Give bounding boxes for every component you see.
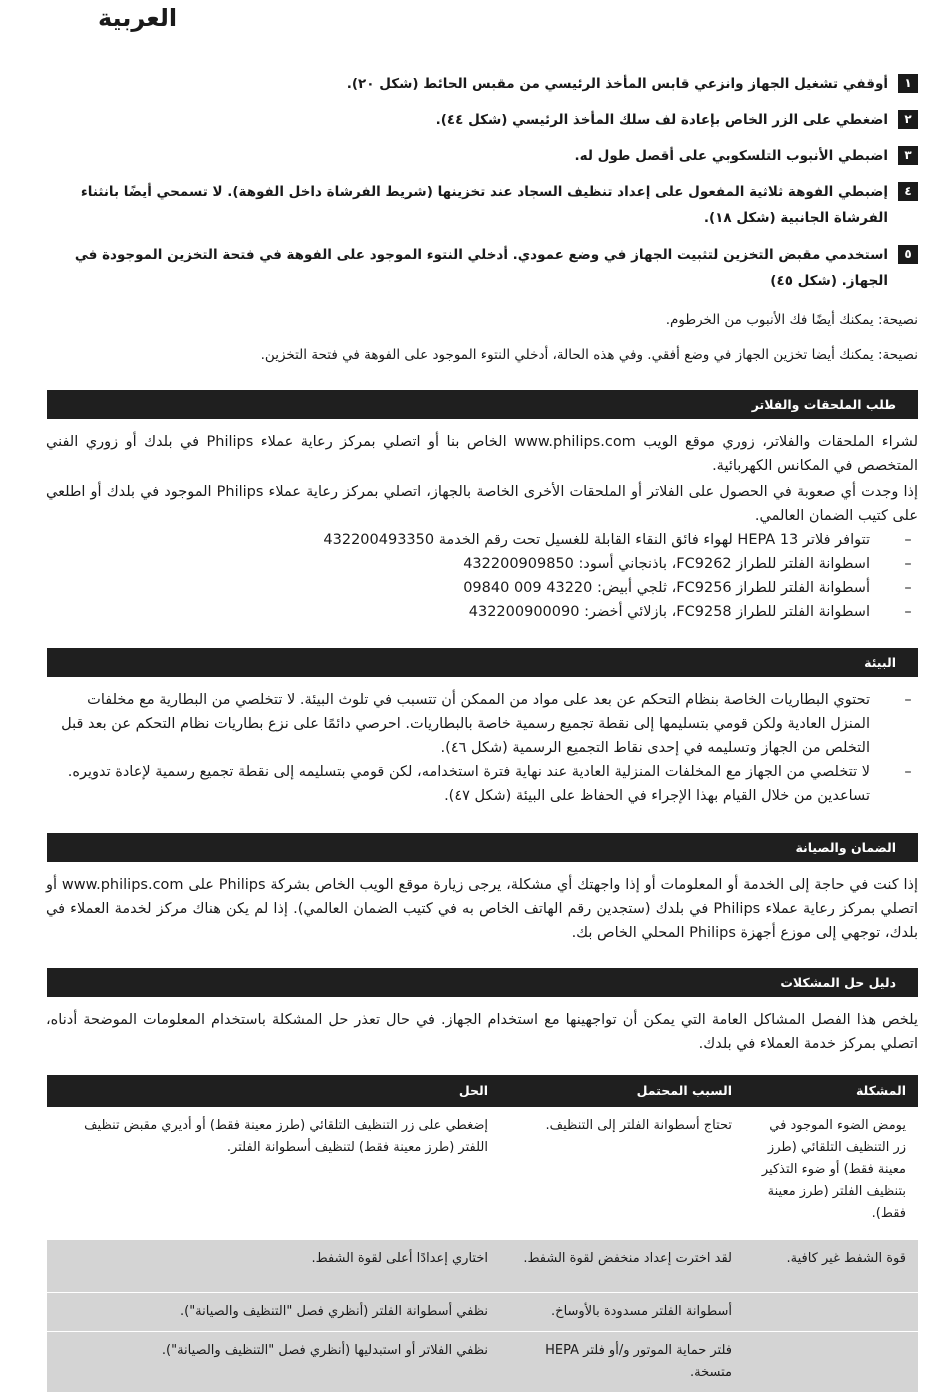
cell-solution: نظفي الفلاتر أو استبدليها (أنظري فصل "التنظيف والصيانة").	[47, 1331, 500, 1392]
step-3	[38, 143, 918, 169]
cell-solution: إضغطي على زر التنظيف التلقائي (طرز معينة فقط) أو أديري مقبض تنظيف اللفتر (طرز معينة فقط) لتنظيف أسطوانة الفلتر.	[47, 1107, 500, 1240]
table-row	[47, 1331, 918, 1392]
cell-solution: اختاري إعدادًا أعلى لقوة الشفط.	[47, 1240, 500, 1292]
step-1	[38, 71, 918, 97]
accessories-list	[46, 528, 918, 624]
list-item-text: لا تتخلصي من الجهاز مع المخلفات المنزلية العادية عند نهاية فترة استخدامه، لكن قومي بتسليمه إلى نقطة تجميع رسمية لإعادة تدويره. تساعدين من خلال القيام بهذا الإجراء في الحفاظ على البيئة (شكل ٤٧).	[67, 764, 870, 804]
step-number: ٢	[898, 110, 918, 129]
list-item-text: اسطوانة الفلتر للطراز FC9258، بازلائي أخضر: 432200900090	[468, 604, 870, 620]
list-item	[46, 552, 918, 576]
troubleshooting-table	[47, 1075, 918, 1392]
accessories-paragraph-1: لشراء الملحقات والفلاتر، زوري موقع الويب www.philips.com الخاص بنا أو اتصلي بمركز رعاية عملاء Philips في بلدك أو زوري الفني المتخصص في المكانس الكهربائية.	[46, 434, 919, 474]
list-item	[46, 688, 918, 760]
step-4	[38, 179, 918, 231]
list-item-text: أسطوانة الفلتر للطراز FC9256، ثلجي أبيض: 43220 009 09840	[463, 580, 870, 596]
cell-cause: أسطوانة الفلتر مسدودة بالأوساخ.	[500, 1292, 744, 1331]
cell-cause: تحتاج أسطوانة الفلتر إلى التنظيف.	[500, 1107, 744, 1240]
dash-bullet: –	[904, 532, 912, 548]
table-row	[47, 1240, 918, 1292]
list-item-text: تتوافر فلاتر HEPA 13 لهواء فائق النقاء القابلة للغسيل تحت رقم الخدمة 432200493350	[323, 532, 870, 548]
step-text: إضبطي الفوهة ثلاثية المفعول على إعداد تنظيف السجاد عند تخزينها (شريط الفرشاة داخل الفوهة). لا تسمحي أيضًا بانثناء الفرشاة الجانبية (شكل ١٨).	[80, 184, 888, 226]
step-number: ٥	[898, 245, 918, 264]
table-header-row	[47, 1075, 918, 1107]
list-item	[46, 576, 918, 600]
column-header-cause: السبب المحتمل	[500, 1075, 744, 1107]
cell-problem	[744, 1292, 918, 1331]
list-item	[46, 600, 918, 624]
dash-bullet: –	[904, 764, 912, 780]
step-2	[38, 107, 918, 133]
section-heading-accessories	[47, 390, 918, 419]
troubleshooting-paragraph: يلخص هذا الفصل المشاكل العامة التي يمكن أن تواجهينها مع استخدام الجهاز. في حال تعذر حل المشكلة باستخدام المعلومات الموضحة أدناه، اتصلي بمركز خدمة العملاء في بلدك.	[46, 1012, 918, 1052]
list-item	[46, 760, 918, 808]
environment-list	[46, 688, 918, 808]
dash-bullet: –	[904, 556, 912, 572]
table-row	[47, 1292, 918, 1331]
step-5	[38, 242, 918, 294]
step-text: اضغطي على الزر الخاص بإعادة لف سلك المأخذ الرئيسي (شكل ٤٤).	[435, 112, 888, 128]
table-row	[47, 1107, 918, 1240]
section-heading-text: البيئة	[864, 655, 896, 670]
accessories-paragraph-2: إذا وجدت أي صعوبة في الحصول على الفلاتر أو الملحقات الأخرى الخاصة بالجهاز، اتصلي بمركز رعاية عملاء Philips الموجود في بلدك أو اطلعي على كتيب الضمان العالمي.	[46, 484, 918, 524]
cell-problem	[744, 1331, 918, 1392]
cell-solution: نظفي أسطوانة الفلتر (أنظري فصل "التنظيف والصيانة").	[47, 1292, 500, 1331]
list-item-text: اسطوانة الفلتر للطراز FC9262، باذنجاني أسود: 432200909850	[463, 556, 870, 572]
guarantee-paragraph: إذا كنت في حاجة إلى الخدمة أو المعلومات أو إذا واجهتك أي مشكلة، يرجى زيارة موقع الويب الخاص بشركة Philips على www.philips.com أو اتصلي بمركز رعاية عملاء Philips في بلدك (ستجدين رقم الهاتف الخاص به في كتيب الضمان العالمي). إذا لم يكن هناك مركز لخدمة العملاء في بلدك، توجهي إلى موزع أجهزة Philips المحلي الخاص بك.	[46, 877, 918, 941]
step-text: أوقفي تشغيل الجهاز وانزعي قابس المأخذ الرئيسي من مقبس الحائط (شكل ٢٠).	[346, 76, 888, 92]
section-heading-environment	[47, 648, 918, 677]
tip-1: نصيحة: يمكنك أيضًا فك الأنبوب من الخرطوم.	[665, 312, 918, 328]
tip-2: نصيحة: يمكنك أيضا تخزين الجهاز في وضع أفقي. وفي هذه الحالة، أدخلي النتوء الموجود على الفوهة في فتحة التخزين.	[260, 347, 918, 363]
section-heading-text: طلب الملحقات والفلاتر	[751, 397, 896, 412]
cell-problem: يومض الضوء الموجود في زر التنظيف التلقائي (طرز معينة فقط) أو ضوء التذكير بتنظيف الفلتر (طرز معينة فقط).	[744, 1107, 918, 1240]
step-text: اضبطي الأنبوب التلسكوبي على أقصل طول له.	[574, 148, 888, 164]
cell-cause: لقد اخترت إعداد منخفض لقوة الشفط.	[500, 1240, 744, 1292]
cell-cause: فلتر حماية الموتور و/أو فلتر HEPA متسخة.	[500, 1331, 744, 1392]
list-item-text: تحتوي البطاريات الخاصة بنظام التحكم عن بعد على مواد من الممكن أن تتسبب في تلوث البيئة. لا تتخلصي من البطارية مع مخلفات المنزل العادية ولكن قومي بتسليمها إلى نقطة تجميع رسمية خاصة بالبطاريات. احرصي دائمًا على نزع بطاريات نظام التحكم عن بعد قبل التخلص من الجهاز وتسليمه في إحدى نقاط التجميع الرسمية (شكل ٤٦).	[61, 692, 870, 756]
dash-bullet: –	[904, 580, 912, 596]
section-heading-text: دليل حل المشكلات	[780, 975, 896, 990]
section-heading-troubleshooting	[47, 968, 918, 997]
step-number: ٣	[898, 146, 918, 165]
dash-bullet: –	[904, 692, 912, 708]
page-title: العربية	[98, 4, 178, 32]
list-item	[46, 528, 918, 552]
step-number: ٤	[898, 182, 918, 201]
column-header-solution: الحل	[47, 1075, 500, 1107]
cell-problem: قوة الشفط غير كافية.	[744, 1240, 918, 1292]
column-header-problem: المشكلة	[744, 1075, 918, 1107]
step-number: ١	[898, 74, 918, 93]
section-heading-guarantee	[47, 833, 918, 862]
section-heading-text: الضمان والصيانة	[795, 840, 896, 855]
dash-bullet: –	[904, 604, 912, 620]
step-text: استخدمي مقبض التخزين لتثبيت الجهاز في وضع عمودي. أدخلي النتوء الموجود على الفوهة في فتحة التخزين الموجودة في الجهاز. (شكل ٤٥)	[74, 247, 888, 289]
